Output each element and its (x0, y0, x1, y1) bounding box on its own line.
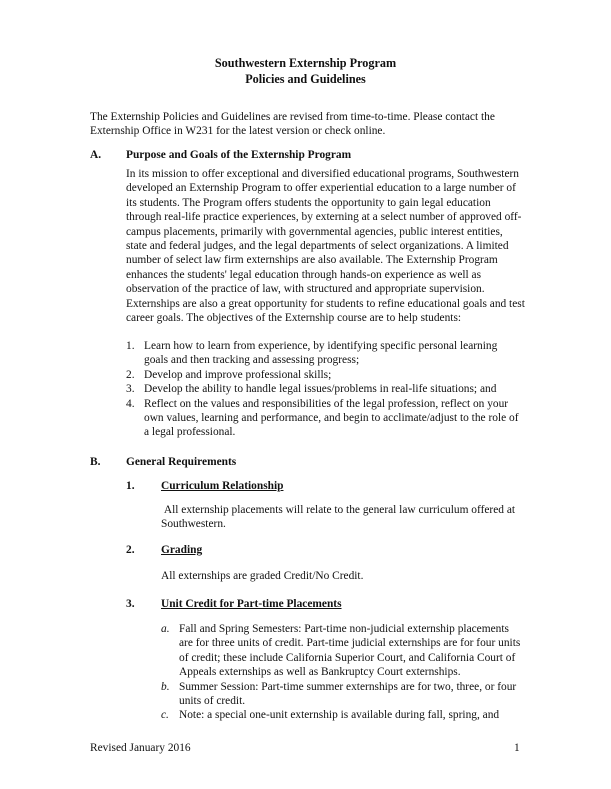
curriculum-relationship-body (161, 503, 523, 532)
grading-heading: Grading (161, 544, 203, 556)
item-2-number: 2. (126, 544, 135, 556)
list-item (161, 680, 524, 709)
list-item-text: Develop the ability to handle legal issues/problems in real-life situations; and (144, 383, 497, 396)
list-item-text: Note: a special one-unit externship is available during fall, spring, and (179, 709, 500, 722)
list-item-text: Learn how to learn from experience, by identifying specific personal learning goals and then tracking and assessing progress; (144, 340, 498, 367)
section-b-letter: B. (90, 456, 101, 468)
section-a-heading: Purpose and Goals of the Externship Program (126, 149, 352, 161)
unit-credit-list (161, 622, 524, 723)
list-marker: 2. (126, 368, 135, 381)
list-item (126, 339, 524, 368)
list-item-text: Reflect on the values and responsibilities of the legal profession, reflect on your own values, learning and performance, and begin to acclimate/adjust to the role of a legal professional. (144, 397, 519, 439)
section-b-heading: General Requirements (126, 456, 237, 468)
document-subtitle: Policies and Guidelines (245, 72, 366, 86)
list-item-text: Develop and improve professional skills; (144, 368, 332, 381)
list-marker: b. (161, 680, 170, 693)
item-1-number: 1. (126, 480, 135, 492)
grading-body: All externships are graded Credit/No Credit. (161, 570, 364, 582)
intro-paragraph: The Externship Policies and Guidelines are revised from time-to-time. Please contact the Externship Office in W231 for the latest version or check online. (90, 111, 495, 138)
curriculum-relationship-text: All externship placements will relate to the general law curriculum offered at Southwestern. (161, 504, 516, 531)
section-a-letter: A. (90, 149, 102, 161)
list-item (126, 368, 524, 382)
list-item (126, 397, 524, 440)
list-item-text: Fall and Spring Semesters: Part-time non-judicial externship placements are for three units of credit. Part-time judicial externships are for four units of credit; these include California Superior Court, and California Court of Appeals externships as well as Bankruptcy Court externships. (179, 623, 521, 679)
list-item (161, 708, 524, 722)
list-marker: c. (161, 709, 169, 722)
list-marker: 1. (126, 340, 135, 352)
list-marker: 3. (126, 383, 135, 396)
revision-date: Revised January 2016 (90, 742, 191, 754)
item-3-number: 3. (126, 598, 135, 610)
objectives-list (126, 339, 524, 440)
list-marker: a. (161, 623, 170, 635)
page-number: 1 (514, 742, 520, 754)
document-title: Southwestern Externship Program (214, 56, 397, 70)
unit-credit-heading: Unit Credit for Part-time Placements (161, 598, 342, 610)
list-item (161, 622, 524, 680)
section-a-body: In its mission to offer exceptional and diversified educational programs, Southwestern developed an Externship Program to offer experiential education to a large number of its students. The Program offers students the opportunity to gain legal education through real-life practice experiences, by externing at a select number of approved off-campus placements, primarily with governmental agencies, public interest entities, state and federal judges, and the legal departments of select organizations. A limited number of select law firm externships are also available. The Externship Program enhances the students' legal education through hands-on experience as well as observation of the practice of law, with structured and appropriate supervision. Externships are also a great opportunity for students to refine educational goals and test career goals. The objectives of the Externship course are to help students: (126, 168, 525, 325)
list-marker: 4. (126, 397, 135, 410)
curriculum-relationship-heading: Curriculum Relationship (161, 480, 284, 492)
list-item-text: Summer Session: Part-time summer externships are for two, three, or four units of credit. (179, 680, 517, 708)
list-item (126, 382, 524, 396)
